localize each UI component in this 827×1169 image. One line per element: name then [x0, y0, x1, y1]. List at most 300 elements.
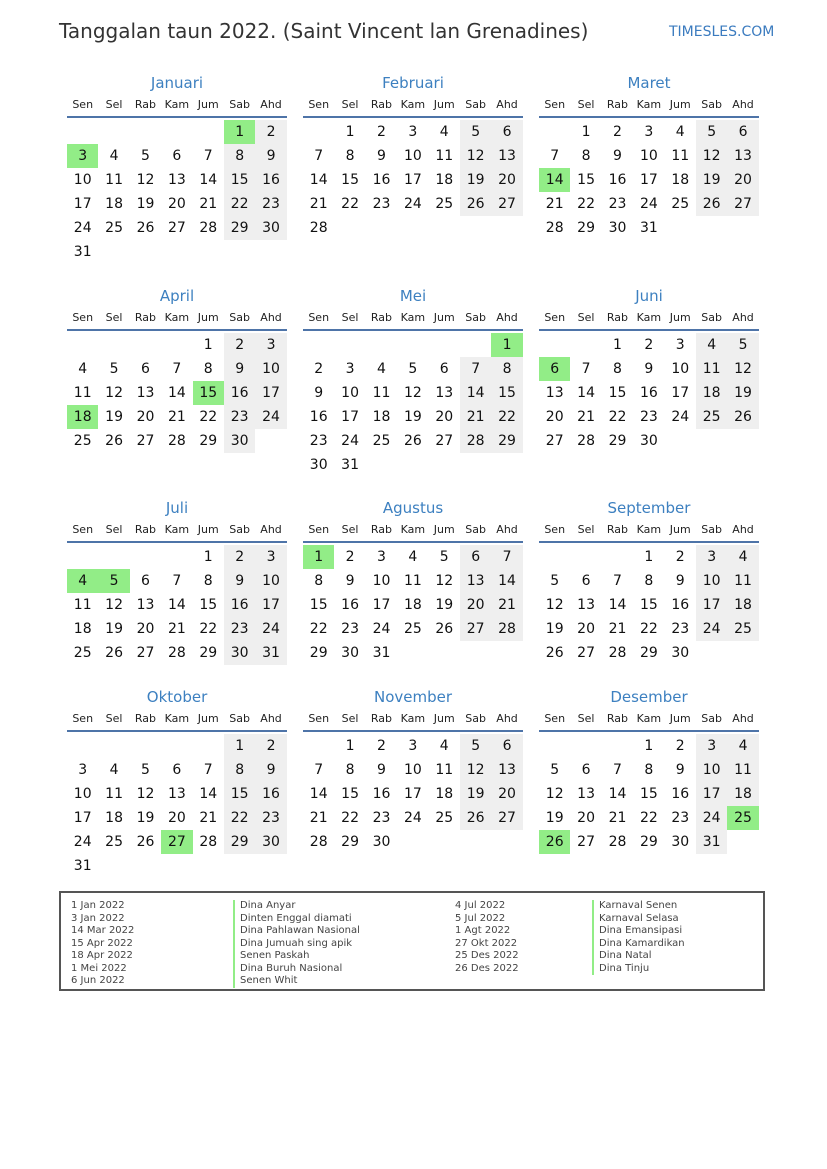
day-cell: 24 [73, 834, 92, 850]
empty-cell [727, 830, 758, 854]
day-cell: 16 [639, 385, 658, 401]
day-cell: 17 [639, 172, 658, 188]
day-cell: 16 [671, 597, 690, 613]
day-cell: 12 [403, 385, 422, 401]
weekday-label: Jum [197, 311, 219, 324]
day-cell: 29 [491, 429, 522, 453]
empty-cell [255, 240, 286, 264]
day-cell: 31 [696, 830, 727, 854]
holiday-name: Dina Pahlawan Nasional [233, 925, 360, 938]
holiday-date: 14 Mar 2022 [71, 925, 135, 936]
day-cell: 10 [341, 385, 359, 401]
day-cell: 1 [203, 337, 213, 353]
day-cell: 28 [608, 645, 627, 661]
day-cell: 27 [435, 433, 454, 449]
day-cell: 19 [460, 168, 491, 192]
day-cell: 9 [644, 361, 654, 377]
day-cell: 15 [199, 597, 218, 613]
day-cell: 19 [460, 782, 491, 806]
day-cell: 12 [696, 144, 727, 168]
day-cell: 1 [581, 124, 591, 140]
day-cell: 11 [372, 385, 391, 401]
day-cell: 22 [608, 409, 627, 425]
holiday-day-cell: 26 [539, 830, 570, 854]
weekday-label: Kam [400, 98, 426, 111]
empty-cell [570, 333, 601, 357]
day-cell: 24 [403, 810, 422, 826]
weekday-label: Sab [229, 311, 250, 324]
day-cell: 17 [73, 196, 92, 212]
day-cell: 4 [696, 333, 727, 357]
day-cell: 22 [224, 806, 255, 830]
day-cell: 6 [491, 120, 522, 144]
weekday-label: Sab [701, 523, 722, 536]
empty-cell [491, 641, 522, 665]
day-cell: 8 [644, 762, 654, 778]
day-cell: 21 [491, 593, 522, 617]
day-grid [303, 734, 523, 854]
day-cell: 8 [224, 758, 255, 782]
day-cell: 1 [613, 337, 622, 353]
day-cell: 22 [577, 196, 595, 212]
day-cell: 15 [309, 597, 328, 613]
day-cell: 26 [136, 220, 155, 236]
day-cell: 27 [136, 433, 155, 449]
weekday-label: Rab [606, 311, 629, 324]
day-cell: 21 [608, 621, 627, 637]
day-cell: 10 [403, 148, 422, 164]
day-cell: 6 [491, 734, 522, 758]
day-cell: 7 [550, 148, 560, 164]
day-cell: 9 [675, 573, 685, 589]
day-cell: 26 [105, 645, 123, 661]
weekday-header [67, 94, 287, 118]
holiday-legend [59, 891, 765, 991]
day-cell: 12 [545, 786, 564, 802]
day-cell: 28 [167, 645, 186, 661]
day-cell: 9 [255, 144, 286, 168]
day-cell: 15 [224, 168, 255, 192]
day-cell: 16 [671, 786, 690, 802]
weekday-label: Jum [197, 98, 219, 111]
day-cell: 6 [581, 762, 591, 778]
day-cell: 4 [727, 545, 758, 569]
day-cell: 16 [224, 593, 255, 617]
day-cell: 24 [403, 196, 422, 212]
weekday-label: Jum [433, 98, 455, 111]
weekday-label: Sab [465, 712, 486, 725]
day-cell: 22 [639, 810, 658, 826]
month-name: April [159, 287, 195, 305]
weekday-label: Kam [636, 523, 662, 536]
day-cell: 12 [545, 597, 564, 613]
day-cell: 13 [435, 385, 454, 401]
weekday-label: Kam [636, 98, 662, 111]
holiday-day-cell: 14 [539, 168, 570, 192]
weekday-label: Sab [701, 712, 722, 725]
weekday-label: Sen [308, 311, 330, 324]
day-cell: 24 [696, 617, 727, 641]
day-cell: 13 [460, 569, 491, 593]
day-cell: 28 [545, 220, 564, 236]
day-cell: 27 [167, 220, 186, 236]
holiday-name: Karnaval Senen [592, 900, 685, 913]
weekday-label: Kam [164, 712, 190, 725]
empty-cell [397, 830, 428, 854]
day-cell: 12 [460, 758, 491, 782]
day-cell: 22 [639, 621, 658, 637]
day-cell: 28 [199, 834, 218, 850]
day-cell: 26 [727, 405, 758, 429]
day-cell: 16 [372, 786, 391, 802]
month-november [303, 686, 523, 854]
day-cell: 17 [341, 409, 359, 425]
day-cell: 23 [608, 196, 627, 212]
holiday-date: 4 Jul 2022 [455, 900, 506, 911]
day-cell: 18 [105, 810, 123, 826]
day-cell: 8 [491, 357, 522, 381]
day-cell: 14 [460, 381, 491, 405]
weekday-label: Sel [341, 311, 359, 324]
day-cell: 21 [199, 196, 218, 212]
day-cell: 29 [224, 830, 255, 854]
brand-link[interactable]: TIMESLES.COM [669, 24, 775, 40]
weekday-label: Ahd [732, 712, 754, 725]
day-cell: 10 [696, 569, 727, 593]
day-cell: 4 [109, 148, 119, 164]
day-cell: 9 [377, 762, 386, 778]
day-cell: 5 [439, 549, 449, 565]
day-cell: 10 [671, 361, 690, 377]
day-cell: 26 [460, 192, 491, 216]
day-cell: 21 [608, 810, 627, 826]
day-cell: 18 [435, 786, 454, 802]
holiday-date: 27 Okt 2022 [455, 937, 518, 949]
day-cell: 14 [167, 385, 186, 401]
day-cell: 7 [460, 357, 491, 381]
day-cell: 17 [255, 381, 286, 405]
day-cell: 14 [608, 786, 627, 802]
day-cell: 24 [73, 220, 92, 236]
holiday-date: 1 Mei 2022 [71, 962, 127, 974]
day-cell: 18 [372, 409, 391, 425]
month-april [67, 285, 287, 453]
day-cell: 10 [73, 172, 92, 188]
day-cell: 8 [581, 148, 591, 164]
empty-cell [224, 854, 255, 878]
empty-cell [303, 333, 334, 357]
holiday-name: Dina Kamardikan [592, 938, 685, 951]
day-grid [303, 545, 523, 665]
day-cell: 26 [105, 433, 123, 449]
day-cell: 12 [105, 597, 123, 613]
day-cell: 13 [491, 758, 522, 782]
day-cell: 11 [727, 758, 758, 782]
weekday-label: Sel [341, 712, 359, 725]
day-cell: 17 [372, 597, 391, 613]
empty-cell [429, 333, 460, 357]
day-cell: 10 [696, 758, 727, 782]
empty-cell [727, 429, 758, 453]
month-name: September [607, 499, 691, 517]
day-cell: 21 [577, 409, 595, 425]
empty-cell [130, 120, 161, 144]
day-cell: 5 [727, 333, 758, 357]
day-cell: 30 [255, 830, 286, 854]
day-cell: 25 [727, 617, 758, 641]
day-cell: 5 [141, 762, 150, 778]
day-cell: 8 [644, 573, 654, 589]
holiday-day-cell: 1 [224, 120, 255, 144]
empty-cell [161, 545, 192, 569]
day-cell: 26 [545, 645, 564, 661]
empty-cell [161, 120, 192, 144]
empty-cell [193, 734, 224, 758]
day-cell: 16 [224, 381, 255, 405]
day-cell: 18 [105, 196, 123, 212]
day-cell: 2 [255, 734, 286, 758]
day-cell: 30 [639, 433, 658, 449]
empty-cell [696, 641, 727, 665]
day-cell: 6 [172, 762, 182, 778]
day-cell: 25 [105, 220, 123, 236]
day-cell: 8 [314, 573, 324, 589]
day-cell: 30 [341, 645, 359, 661]
day-cell: 25 [73, 433, 92, 449]
holiday-day-cell: 15 [193, 381, 224, 405]
holiday-name: Dina Buruh Nasional [233, 963, 360, 976]
weekday-label: Sel [105, 523, 123, 536]
day-cell: 27 [136, 645, 155, 661]
day-cell: 8 [345, 762, 355, 778]
day-cell: 13 [167, 786, 186, 802]
day-cell: 30 [255, 216, 286, 240]
empty-cell [397, 216, 428, 240]
day-cell: 4 [408, 549, 418, 565]
empty-cell [665, 429, 696, 453]
weekday-header [539, 94, 759, 118]
empty-cell [429, 830, 460, 854]
day-cell: 15 [639, 786, 658, 802]
day-cell: 22 [199, 409, 218, 425]
weekday-label: Rab [134, 311, 157, 324]
empty-cell [429, 453, 460, 477]
day-cell: 16 [255, 168, 286, 192]
day-cell: 29 [309, 645, 328, 661]
weekday-label: Jum [669, 523, 691, 536]
weekday-label: Sen [308, 712, 330, 725]
empty-cell [334, 216, 365, 240]
day-cell: 14 [199, 786, 218, 802]
day-cell: 4 [675, 124, 685, 140]
empty-cell [570, 734, 601, 758]
day-cell: 27 [460, 617, 491, 641]
weekday-label: Ahd [260, 311, 282, 324]
day-cell: 9 [224, 357, 255, 381]
holiday-name: Dina Tinju [592, 963, 685, 976]
day-cell: 4 [377, 361, 386, 377]
empty-cell [303, 120, 334, 144]
day-cell: 31 [255, 641, 286, 665]
weekday-label: Sab [465, 311, 486, 324]
weekday-label: Sen [72, 712, 94, 725]
day-cell: 10 [255, 569, 286, 593]
month-name: Desember [610, 688, 688, 706]
day-cell: 10 [255, 357, 286, 381]
day-cell: 26 [435, 621, 454, 637]
empty-cell [429, 216, 460, 240]
empty-cell [539, 734, 570, 758]
page-title: Tanggalan taun 2022. (Saint Vincent lan Grenadines) [59, 19, 589, 43]
day-cell: 24 [255, 405, 286, 429]
holiday-name: Senen Paskah [233, 950, 360, 963]
day-cell: 23 [639, 409, 658, 425]
empty-cell [491, 830, 522, 854]
day-cell: 31 [341, 457, 359, 473]
day-cell: 22 [199, 621, 218, 637]
empty-cell [665, 216, 696, 240]
empty-cell [98, 240, 129, 264]
holiday-date: 1 Agt 2022 [455, 925, 511, 936]
weekday-label: Sen [308, 523, 330, 536]
day-cell: 5 [696, 120, 727, 144]
empty-cell [98, 734, 129, 758]
holiday-name: Dina Natal [592, 950, 685, 963]
day-cell: 3 [78, 762, 88, 778]
day-cell: 9 [314, 385, 324, 401]
month-name: Juli [165, 499, 189, 517]
day-cell: 10 [73, 786, 92, 802]
day-cell: 23 [309, 433, 328, 449]
day-cell: 29 [608, 433, 627, 449]
day-cell: 4 [439, 738, 449, 754]
weekday-label: Ahd [496, 523, 518, 536]
day-cell: 11 [696, 357, 727, 381]
legend-names-col-1 [233, 900, 360, 988]
day-cell: 7 [581, 361, 591, 377]
day-cell: 10 [639, 148, 658, 164]
empty-cell [161, 734, 192, 758]
day-cell: 23 [671, 810, 690, 826]
weekday-label: Sab [229, 523, 250, 536]
day-cell: 17 [255, 593, 286, 617]
empty-cell [303, 734, 334, 758]
weekday-label: Ahd [496, 712, 518, 725]
day-cell: 25 [403, 621, 422, 637]
day-cell: 13 [136, 385, 155, 401]
day-cell: 8 [345, 148, 355, 164]
day-cell: 6 [141, 573, 150, 589]
holiday-date: 1 Jan 2022 [71, 900, 125, 911]
day-cell: 9 [345, 573, 355, 589]
day-cell: 5 [141, 148, 150, 164]
weekday-label: Kam [400, 712, 426, 725]
day-cell: 20 [167, 196, 186, 212]
weekday-label: Sel [105, 311, 123, 324]
empty-cell [366, 453, 397, 477]
day-cell: 11 [435, 762, 454, 778]
day-cell: 23 [341, 621, 359, 637]
empty-cell [130, 545, 161, 569]
month-agustus [303, 497, 523, 665]
day-cell: 11 [73, 385, 92, 401]
day-cell: 2 [314, 361, 324, 377]
day-cell: 19 [545, 810, 564, 826]
empty-cell [727, 216, 758, 240]
day-cell: 13 [577, 597, 595, 613]
day-cell: 25 [372, 433, 391, 449]
day-cell: 29 [224, 216, 255, 240]
day-cell: 29 [577, 220, 595, 236]
day-cell: 6 [581, 573, 591, 589]
weekday-label: Rab [606, 712, 629, 725]
day-cell: 27 [577, 645, 595, 661]
weekday-label: Rab [134, 98, 157, 111]
day-cell: 25 [73, 645, 92, 661]
day-cell: 9 [224, 569, 255, 593]
day-cell: 4 [439, 124, 449, 140]
day-cell: 11 [671, 148, 690, 164]
day-cell: 26 [696, 192, 727, 216]
day-cell: 20 [727, 168, 758, 192]
weekday-label: Sel [577, 98, 595, 111]
weekday-label: Sen [72, 98, 94, 111]
holiday-name: Dina Emansipasi [592, 925, 685, 938]
day-cell: 23 [255, 806, 286, 830]
weekday-label: Sab [701, 98, 722, 111]
weekday-header [67, 307, 287, 331]
day-cell: 22 [224, 192, 255, 216]
day-cell: 23 [224, 405, 255, 429]
day-cell: 12 [727, 357, 758, 381]
day-cell: 28 [199, 220, 218, 236]
empty-cell [334, 333, 365, 357]
day-grid [303, 333, 523, 477]
empty-cell [366, 333, 397, 357]
empty-cell [570, 545, 601, 569]
day-grid [67, 734, 287, 878]
weekday-header [303, 307, 523, 331]
day-cell: 27 [727, 192, 758, 216]
day-cell: 12 [105, 385, 123, 401]
empty-cell [98, 120, 129, 144]
day-cell: 11 [727, 569, 758, 593]
weekday-header [67, 708, 287, 732]
empty-cell [161, 240, 192, 264]
weekday-label: Ahd [260, 523, 282, 536]
day-cell: 11 [105, 172, 123, 188]
day-cell: 14 [577, 385, 595, 401]
day-grid [67, 120, 287, 264]
day-cell: 17 [696, 593, 727, 617]
day-cell: 29 [199, 645, 218, 661]
holiday-name: Karnaval Selasa [592, 913, 685, 926]
holiday-date: 5 Jul 2022 [455, 912, 506, 924]
day-cell: 24 [639, 196, 658, 212]
day-cell: 4 [109, 762, 119, 778]
day-cell: 30 [671, 834, 690, 850]
day-cell: 3 [408, 738, 418, 754]
legend-dates-col-2 [455, 900, 519, 975]
weekday-label: Kam [636, 311, 662, 324]
day-cell: 17 [403, 786, 422, 802]
day-grid [67, 333, 287, 453]
weekday-label: Jum [197, 712, 219, 725]
empty-cell [696, 216, 727, 240]
weekday-header [539, 708, 759, 732]
holiday-name: Senen Whit [233, 975, 360, 988]
weekday-label: Kam [164, 523, 190, 536]
